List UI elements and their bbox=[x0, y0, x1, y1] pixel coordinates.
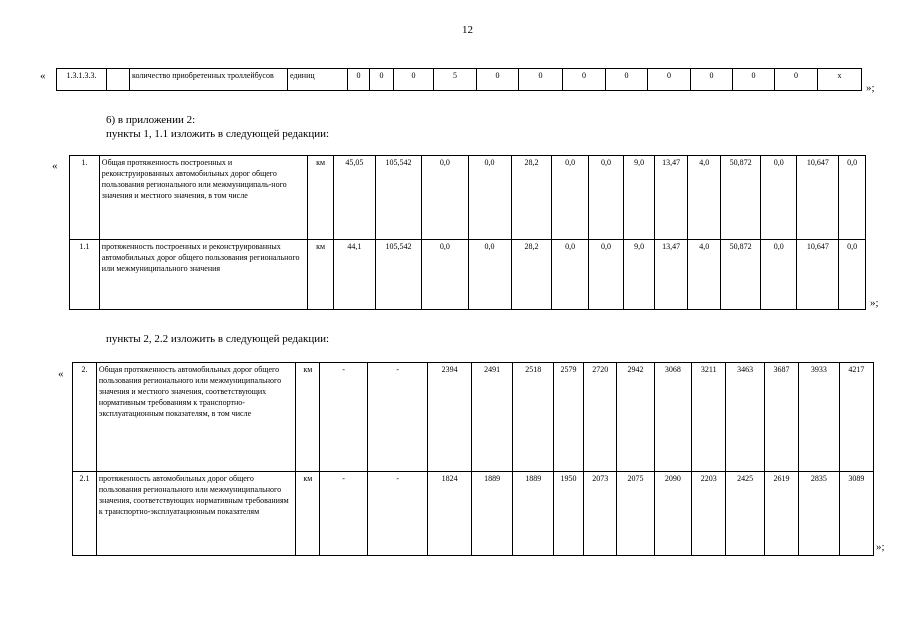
cell: 0 bbox=[691, 69, 733, 91]
section-b-heading: 6) в приложении 2: bbox=[106, 114, 196, 126]
section-b-instruction: пункты 1, 1.1 изложить в следующей редакции: bbox=[106, 128, 330, 140]
cell: 2425 bbox=[726, 472, 764, 556]
cell: 2394 bbox=[428, 363, 472, 472]
cell: 1. bbox=[70, 156, 100, 240]
close-quote-1: »; bbox=[866, 82, 875, 94]
cell: км bbox=[308, 156, 333, 240]
table-row bbox=[70, 156, 866, 240]
cell: 2075 bbox=[617, 472, 654, 556]
cell: 105,542 bbox=[375, 156, 421, 240]
cell: 1889 bbox=[471, 472, 513, 556]
cell: 0,0 bbox=[761, 240, 797, 310]
cell: 10,647 bbox=[797, 240, 839, 310]
cell: 4217 bbox=[839, 363, 873, 472]
cell: 3211 bbox=[692, 363, 726, 472]
cell: единиц bbox=[288, 69, 348, 91]
cell: 1.3.1.3.3. bbox=[57, 69, 107, 91]
cell: 13,47 bbox=[655, 240, 688, 310]
cell: 50,872 bbox=[721, 156, 761, 240]
cell: 2720 bbox=[584, 363, 617, 472]
table-1 bbox=[69, 155, 866, 310]
cell: 0 bbox=[348, 69, 370, 91]
cell: 3463 bbox=[726, 363, 764, 472]
cell: 0,0 bbox=[422, 240, 468, 310]
cell: 0,0 bbox=[468, 240, 511, 310]
cell: - bbox=[320, 472, 368, 556]
cell: 2518 bbox=[513, 363, 554, 472]
cell: х bbox=[818, 69, 862, 91]
cell: 0,0 bbox=[761, 156, 797, 240]
cell: км bbox=[296, 363, 320, 472]
cell: 0,0 bbox=[468, 156, 511, 240]
cell: 2619 bbox=[764, 472, 798, 556]
cell: 3089 bbox=[839, 472, 873, 556]
cell: - bbox=[320, 363, 368, 472]
page-number: 12 bbox=[462, 24, 473, 36]
cell: 50,872 bbox=[721, 240, 761, 310]
cell: 0,0 bbox=[588, 240, 623, 310]
cell: 2491 bbox=[471, 363, 513, 472]
cell: 13,47 bbox=[655, 156, 688, 240]
table-row bbox=[73, 363, 874, 472]
cell: 28,2 bbox=[511, 156, 552, 240]
cell: 2090 bbox=[654, 472, 691, 556]
cell: 105,542 bbox=[375, 240, 421, 310]
cell: 0,0 bbox=[839, 240, 866, 310]
cell: 0 bbox=[648, 69, 691, 91]
cell: протяженность автомобильных дорог общего пользования регионального или межмуниципального значения, соответствующих нормативным требованиям к транспортно-эксплуатационным показателям bbox=[96, 472, 295, 556]
cell bbox=[107, 69, 130, 91]
cell: 1889 bbox=[513, 472, 554, 556]
open-quote-3: « bbox=[58, 368, 64, 380]
cell: Общая протяженность автомобильных дорог общего пользования регионального или межмуниципального значения и местного значения, соответствующих нормативным требованиям к транспортно-эксплуатационным показателям, в том числе bbox=[96, 363, 295, 472]
cell: 3687 bbox=[764, 363, 798, 472]
cell: 1950 bbox=[553, 472, 583, 556]
table-row bbox=[70, 240, 866, 310]
cell: 2073 bbox=[584, 472, 617, 556]
open-quote-2: « bbox=[52, 160, 58, 172]
cell: 3068 bbox=[654, 363, 691, 472]
cell: 0,0 bbox=[552, 156, 588, 240]
table-row-trolleybus bbox=[56, 68, 862, 91]
cell: 2. bbox=[73, 363, 97, 472]
cell: 44,1 bbox=[333, 240, 375, 310]
table-row bbox=[73, 472, 874, 556]
cell: 9,0 bbox=[624, 156, 655, 240]
cell: 5 bbox=[434, 69, 477, 91]
cell: 0,0 bbox=[552, 240, 588, 310]
cell: 0 bbox=[563, 69, 606, 91]
open-quote-1: « bbox=[40, 70, 46, 82]
cell: 0 bbox=[606, 69, 648, 91]
cell: Общая протяженность построенных и реконструированных автомобильных дорог общего пользования регионального или межмуниципаль-ного значения и местного значения, в том числе bbox=[99, 156, 308, 240]
cell: 0,0 bbox=[839, 156, 866, 240]
cell: - bbox=[368, 363, 428, 472]
cell: 1824 bbox=[428, 472, 472, 556]
cell: 2.1 bbox=[73, 472, 97, 556]
cell: 0 bbox=[394, 69, 434, 91]
cell: количество приобретенных троллейбусов bbox=[130, 69, 288, 91]
cell: 45,05 bbox=[333, 156, 375, 240]
cell: 0 bbox=[733, 69, 775, 91]
cell: 0 bbox=[775, 69, 818, 91]
cell: 9,0 bbox=[624, 240, 655, 310]
cell: 10,647 bbox=[797, 156, 839, 240]
cell: 0 bbox=[477, 69, 519, 91]
close-quote-2: »; bbox=[870, 297, 879, 309]
cell: 2579 bbox=[553, 363, 583, 472]
cell: 3933 bbox=[799, 363, 840, 472]
table-2 bbox=[72, 362, 874, 556]
cell: 0 bbox=[370, 69, 394, 91]
cell: 28,2 bbox=[511, 240, 552, 310]
cell: км bbox=[296, 472, 320, 556]
cell: 2942 bbox=[617, 363, 654, 472]
cell: 1.1 bbox=[70, 240, 100, 310]
cell: 2203 bbox=[692, 472, 726, 556]
cell: протяженность построенных и реконструированных автомобильных дорог общего пользования регионального или межмуниципального значения bbox=[99, 240, 308, 310]
section-c-instruction: пункты 2, 2.2 изложить в следующей редакции: bbox=[106, 333, 330, 345]
cell: 0 bbox=[519, 69, 563, 91]
cell: 2835 bbox=[799, 472, 840, 556]
cell: - bbox=[368, 472, 428, 556]
close-quote-3: »; bbox=[876, 541, 885, 553]
cell: 4,0 bbox=[688, 240, 721, 310]
cell: 0,0 bbox=[422, 156, 468, 240]
cell: 4,0 bbox=[688, 156, 721, 240]
cell: км bbox=[308, 240, 333, 310]
cell: 0,0 bbox=[588, 156, 623, 240]
